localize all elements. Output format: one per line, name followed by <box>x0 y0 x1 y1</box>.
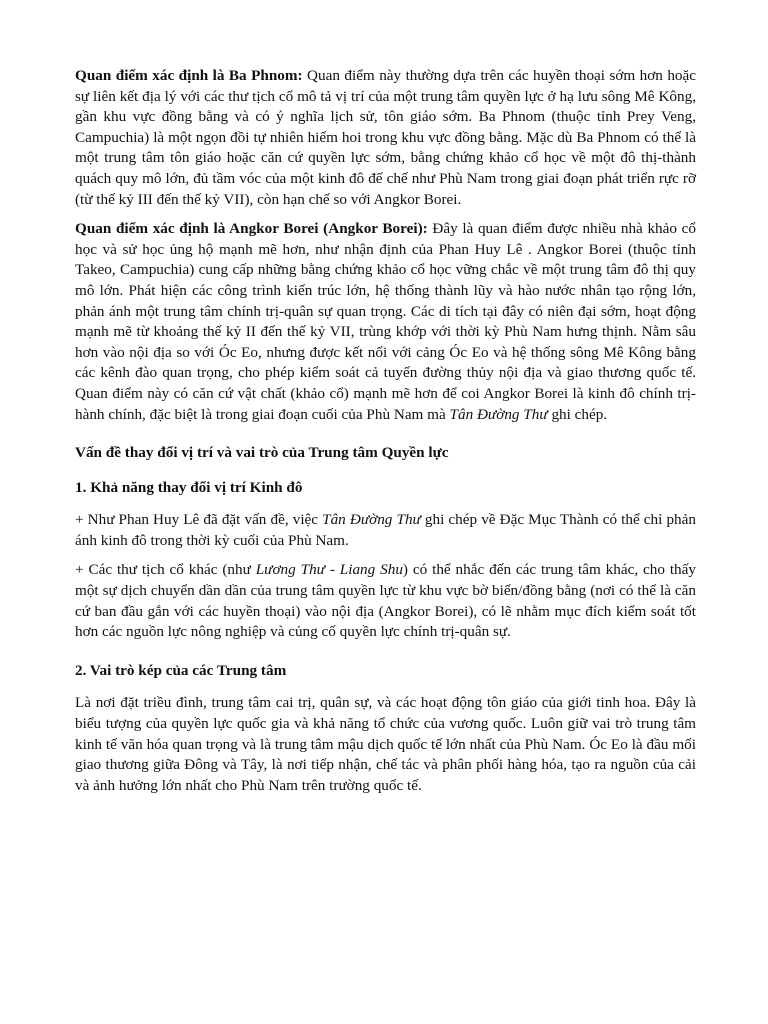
document-page <box>75 66 696 805</box>
item-1-pre: + Như Phan Huy Lê đã đặt vấn đề, việc <box>75 511 323 529</box>
paragraph-ba-phnom <box>75 66 696 210</box>
item-1-post: ghi chép về Đặc Mục Thành có thể chỉ phản ánh kinh đô trong thời kỳ cuối của Phù Nam. <box>75 511 696 549</box>
section-heading: Vấn đề thay đổi vị trí và vai trò của Trung tâm Quyền lực <box>75 444 449 462</box>
ba-phnom-body: Quan điểm này thường dựa trên các huyền thoại sớm hơn hoặc sự liên kết địa lý với các thư tịch cổ mô tả vị trí của một trung tâm quyền lực ở hạ lưu sông Mê Kông, gần khu vực đồng bằng và có ý nghĩa lịch sử, tôn giáo sớm. Ba Phnom (thuộc tỉnh Prey Veng, Campuchia) là một ngọn đồi tự nhiên hiếm hoi trong khu vực đồng bằng. Mặc dù Ba Phnom có thể là một trung tâm tôn giáo hoặc căn cứ quyền lực sớm, bằng chứng khảo cổ học về một đô thị-thành quách quy mô lớn, đủ tầm vóc của một kinh đô đế chế như Phù Nam trong giai đoạn phát triển rực rỡ (từ thế kỷ III đến thế kỷ VII), còn hạn chế so với Angkor Borei. <box>75 67 696 208</box>
item-1-italic: Tân Đường Thư <box>322 511 421 529</box>
item-2-post: ) có thể nhắc đến các trung tâm khác, cho thấy một sự dịch chuyển dần dần của trung tâm quyền lực từ khu vực bờ biển/đồng bằng (nơi có thể là căn cứ ban đầu gắn với các huyền thoại) vào nội địa (Angkor Borei), có lẽ nhằm mục đích kiểm soát tốt hơn các nguồn lực nông nghiệp và củng cố quyền lực chính trị-quân sự. <box>75 561 696 641</box>
paragraph-angkor-borei <box>75 219 696 425</box>
ba-phnom-lead: Quan điểm xác định là Ba Phnom: <box>75 67 303 84</box>
subsection-1-item-1 <box>75 510 696 551</box>
item-2-italic: Lương Thư - Liang Shu <box>255 561 403 579</box>
subsection-2-body: Là nơi đặt triều đình, trung tâm cai trị, quân sự, và các hoạt động tôn giáo của giới tinh hoa. Đây là biểu tượng của quyền lực quốc gia và khả năng tổ chức của vương quốc. Luôn giữ vai trò trung tâm kinh tế văn hóa quan trọng và là trung tâm mậu dịch quốc tế lớn nhất của Phù Nam. Óc Eo là đầu mối giao thương giữa Đông và Tây, là nơi tiếp nhận, chế tác và phân phối hàng hóa, tạo ra nguồn của cải và ảnh hưởng lớn nhất cho Phù Nam trên trường quốc tế. <box>75 694 696 794</box>
angkor-borei-lead: Quan điểm xác định là Angkor Borei (Angkor Borei): <box>75 220 428 238</box>
angkor-borei-body-2: ghi chép. <box>547 405 608 423</box>
subsection-1-item-2 <box>75 560 696 642</box>
item-2-pre: + Các thư tịch cổ khác (như <box>75 561 256 579</box>
angkor-borei-body-1: Đây là quan điểm được nhiều nhà khảo cổ học và sử học ủng hộ mạnh mẽ hơn, như nhận định của Phan Huy Lê . Angkor Borei (thuộc tỉnh Takeo, Campuchia) cung cấp những bằng chứng khảo cổ học vững chắc về một trung tâm đô thị quy mô lớn. Phát hiện các công trình kiến trúc lớn, hệ thống thành lũy và hào nước nhân tạo rộng lớn, phản ánh một trung tâm chính trị-quân sự quan trọng. Các di tích tại đây có niên đại sớm, hoạt động mạnh mẽ từ khoảng thế kỷ II đến thế kỷ VII, trùng khớp với thời kỳ Phù Nam hưng thịnh. Nằm sâu hơn vào nội địa so với Óc Eo, nhưng được kết nối với cảng Óc Eo và hệ thống sông Mê Kông bằng các kênh đào quan trọng, cho phép kiểm soát cả tuyến đường thủy nội địa và giao thương quốc tế. Quan điểm này có căn cứ vật chất (khảo cổ) mạnh mẽ hơn để coi Angkor Borei là kinh đô chính trị-hành chính, đặc biệt là trong giai đoạn cuối của Phù Nam mà <box>75 220 696 423</box>
subsection-2-heading: 2. Vai trò kép của các Trung tâm <box>75 661 287 679</box>
subsection-1-heading: 1. Khả năng thay đổi vị trí Kinh đô <box>75 478 303 496</box>
angkor-borei-italic-title: Tân Đường Thư <box>449 405 548 423</box>
